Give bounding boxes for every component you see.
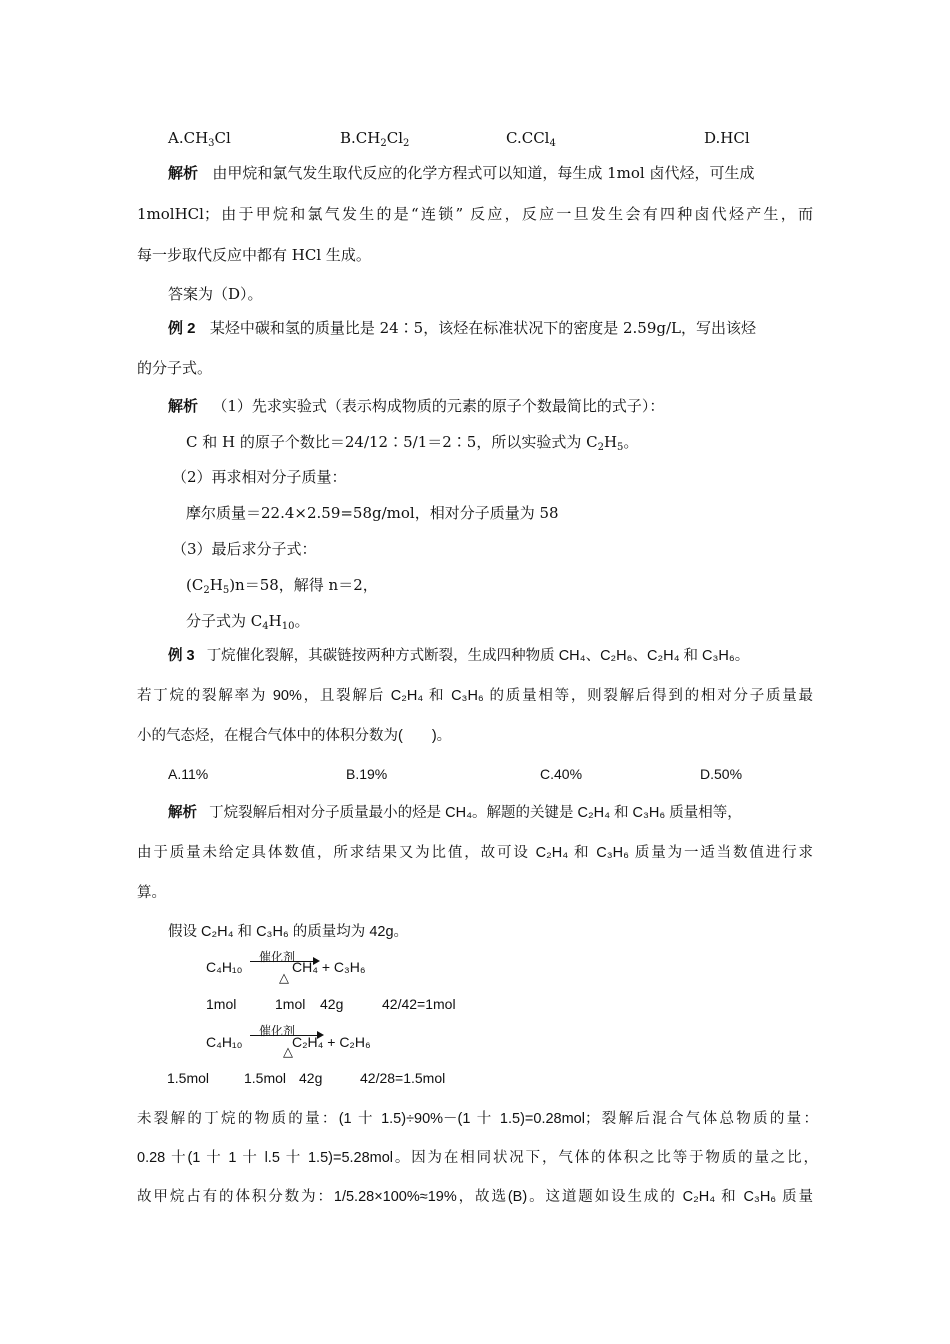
reaction2-catalyst: 催化剂 — [259, 1024, 296, 1038]
example-label: 例 2 — [168, 320, 196, 337]
ex2-step2: （2）再求相对分子质量： — [172, 468, 347, 486]
ex2-step3: （3）最后求分子式： — [172, 540, 317, 558]
example-label: 例 3 — [168, 648, 195, 664]
ex1-option-d: D.HCl — [704, 129, 750, 147]
ex2-question-line1: 例 2 某烃中碳和氢的质量比是 24∶5，该烃在标准状况下的密度是 2.59g/L，写出该烃 — [168, 319, 757, 337]
reaction1-amount: 1mol — [206, 996, 237, 1012]
reaction1-catalyst: 催化剂 — [259, 950, 296, 964]
ex1-analysis-line1: 解析 由甲烷和氯气发生取代反应的化学方程式可以知道，每生成 1mol 卤代烃，可生成 — [168, 164, 755, 182]
reaction2-amount: 42/28=1.5mol — [360, 1070, 446, 1086]
ex3-option-b: B.19% — [346, 766, 388, 782]
ex3-option-d: D.50% — [700, 766, 743, 782]
ex1-option-c: C.CCl$_4$ — [506, 129, 556, 149]
analysis-label: 解析 — [168, 398, 199, 415]
ex3-option-a: A.11% — [168, 766, 209, 782]
ex2-formula: 分子式为 $C_4H_{10}$。 — [186, 612, 310, 632]
ex1-answer: 答案为（D）。 — [168, 285, 263, 303]
ex2-question-line2: 的分子式。 — [137, 359, 213, 377]
ex3-calculation-line3: 故甲烷占有的体积分数为：1/5.28×100%≈19%，故选(B)。这道题如设生成的 C₂H₄ 和 C₃H₆ 质量 — [137, 1189, 813, 1205]
ex3-analysis-line1: 解析 丁烷裂解后相对分子质量最小的烃是 CH₄。解题的关键是 C₂H₄ 和 C₃H₆ 质量相等， — [168, 805, 742, 821]
ex3-question-line3: 小的气态烃，在棍合气体中的体积分数为( )。 — [137, 728, 452, 744]
reaction2-amount: 42g — [299, 1070, 323, 1086]
ex2-molar-mass: 摩尔质量＝22.4×2.59=58g/mol，相对分子质量为 58 — [186, 504, 559, 522]
reaction2-products: C₂H₄ + C₂H₆ — [292, 1034, 371, 1050]
ex2-ratio: C 和 H 的原子个数比＝24/12∶5/1＝2∶5，所以实验式为 $C_2H_5$。 — [186, 433, 639, 453]
ex3-question-line2: 若丁烷的裂解率为 90%，且裂解后 C₂H₄ 和 C₃H₆ 的质量相等，则裂解后得到的相对分子质量最 — [137, 688, 813, 704]
ex3-analysis-line3: 算。 — [137, 885, 166, 901]
analysis-label: 解析 — [168, 165, 199, 182]
reaction1-amount: 42g — [320, 996, 344, 1012]
ex1-analysis-line2: 1molHCl；由于甲烷和氯气发生的是“连锁” 反应，反应一旦发生会有四种卤代烃产生，而 — [137, 205, 813, 223]
ex2-step1: 解析 （1）先求实验式（表示构成物质的元素的原子个数最简比的式子）： — [168, 397, 665, 415]
ex3-calculation-line1: 未裂解的丁烷的物质的量：(1 十 1.5)÷90%－(1 十 1.5)=0.28mol；裂解后混合气体总物质的量： — [137, 1111, 818, 1127]
ex3-calculation-line2: 0.28 十(1 十 1 十 l.5 十 1.5)=5.28mol。因为在相同状况下，气体的体积之比等于物质的量之比， — [137, 1150, 818, 1166]
reaction1-heat: △ — [279, 971, 289, 986]
ex3-option-c: C.40% — [540, 766, 583, 782]
ex1-option-a: $A.CH_3Cl$ — [168, 129, 231, 149]
reaction1-amount: 42/42=1mol — [382, 996, 456, 1012]
ex1-analysis-line3: 每一步取代反应中都有 HCl 生成。 — [137, 246, 371, 264]
reaction1-reactant: C₄H₁₀ — [206, 959, 243, 975]
ex3-question-line1: 例 3 丁烷催化裂解，其碳链按两种方式断裂，生成四种物质 CH₄、C₂H₆、C₂H₄ 和 C₃H₆。 — [168, 648, 750, 664]
reaction2-amount: 1.5mol — [244, 1070, 287, 1086]
ex1-option-b: $B.CH_2Cl_2$ — [340, 129, 410, 149]
ex2-equation: $(C_2H_5)n=58$，解得 n＝2， — [186, 576, 378, 596]
reaction2-heat: △ — [283, 1045, 293, 1060]
reaction1-products: CH₄ + C₃H₆ — [292, 959, 366, 975]
reaction1-amount: 1mol — [275, 996, 306, 1012]
ex3-analysis-line2: 由于质量未给定具体数值，所求结果又为比值，故可设 C₂H₄ 和 C₃H₆ 质量为一适当数值进行求 — [137, 845, 813, 861]
analysis-label: 解析 — [168, 805, 197, 821]
ex3-assumption: 假设 C₂H₄ 和 C₃H₆ 的质量均为 42g。 — [168, 924, 409, 940]
reaction2-amount: 1.5mol — [167, 1070, 210, 1086]
reaction2-reactant: C₄H₁₀ — [206, 1034, 243, 1050]
